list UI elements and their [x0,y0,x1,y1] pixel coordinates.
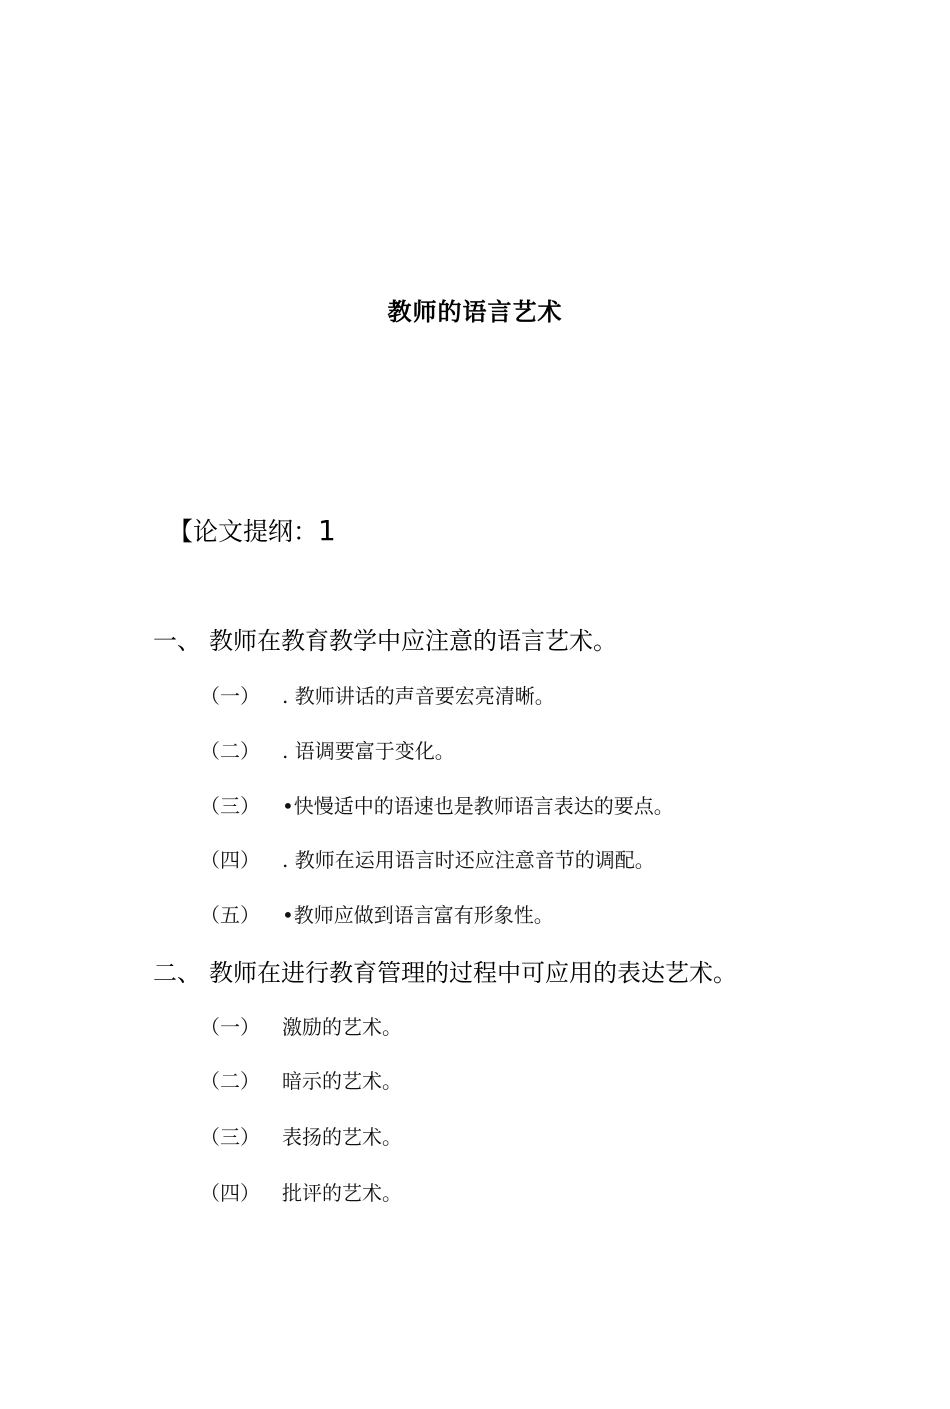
item-number: （二） [200,1069,260,1093]
item-number: （四） [200,1181,260,1205]
item-number: （一） [200,684,260,708]
section-text: 教师在教育教学中应注意的语言艺术。 [209,627,617,655]
item-text: 暗示的艺术。 [282,1069,402,1093]
item-number: （四） [200,848,260,872]
outline-label-text: 【论文提纲： [168,517,319,546]
section-number: 二、 [153,959,201,987]
list-item [200,901,554,929]
item-text: 批评的艺术。 [282,1181,402,1205]
section-heading [153,957,737,989]
item-text: . 语调要富于变化。 [282,739,455,763]
list-item [200,846,655,874]
item-number: （三） [200,1125,260,1149]
item-text: 表扬的艺术。 [282,1125,402,1149]
list-item [200,792,674,820]
document-title: 教师的语言艺术 [387,298,563,326]
item-text: 激励的艺术。 [282,1015,402,1039]
item-number: （三） [200,794,260,818]
outline-heading [168,512,336,548]
list-item [200,1067,402,1095]
list-item [200,737,455,765]
section-heading [153,625,617,657]
item-text: . 教师讲话的声音要宏亮清晰。 [282,684,555,708]
list-item [200,682,555,710]
item-text: •教师应做到语言富有形象性。 [282,903,554,927]
list-item [200,1179,402,1207]
item-text: •快慢适中的语速也是教师语言表达的要点。 [282,794,674,818]
item-number: （一） [200,1015,260,1039]
item-text: . 教师在运用语言时还应注意音节的调配。 [282,848,655,872]
section-number: 一、 [153,627,201,655]
item-number: （二） [200,739,260,763]
section-text: 教师在进行教育管理的过程中可应用的表达艺术。 [209,959,737,987]
list-item [200,1013,402,1041]
item-number: （五） [200,903,260,927]
list-item [200,1123,402,1151]
outline-number: 1 [318,514,336,547]
